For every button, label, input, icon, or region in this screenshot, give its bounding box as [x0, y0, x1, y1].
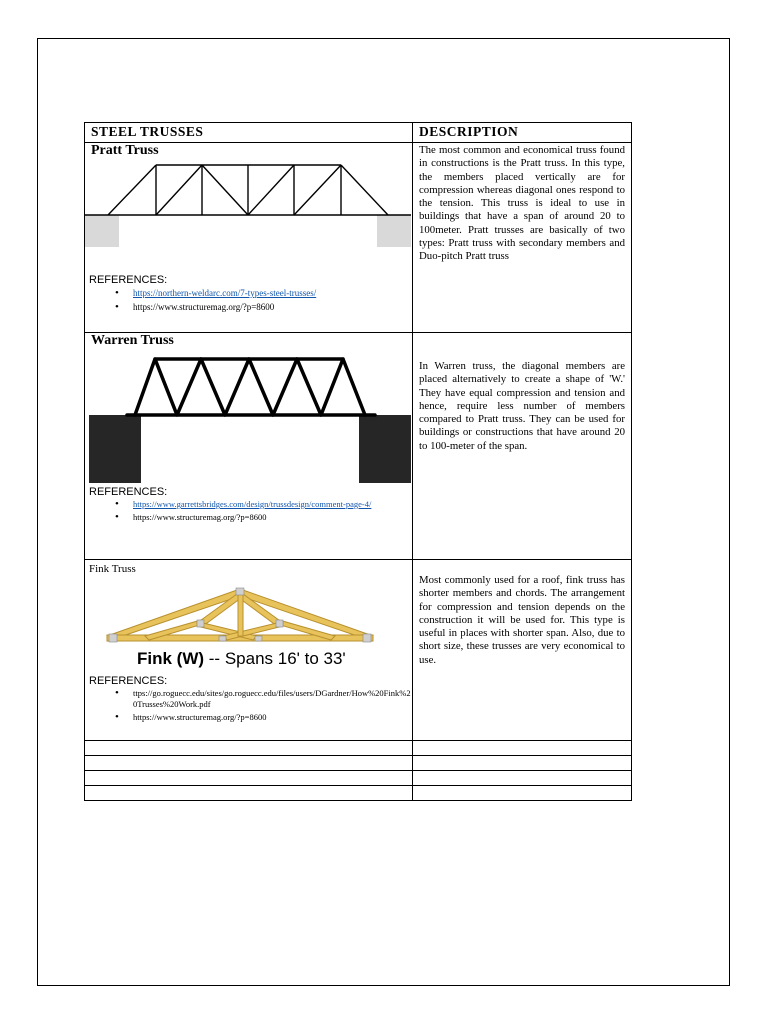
pratt-truss-diagram: [85, 159, 411, 259]
list-item: [133, 512, 412, 523]
table-row: [85, 560, 632, 741]
pratt-title: Pratt Truss: [91, 143, 159, 158]
fink-truss-diagram: [85, 578, 411, 674]
table-row: [85, 143, 632, 333]
warren-members: [127, 359, 375, 415]
fink-cell: [85, 560, 413, 741]
header-row: [85, 123, 632, 143]
list-item: [133, 301, 412, 313]
list-item[interactable]: [133, 287, 412, 299]
pratt-left-support: [85, 215, 119, 247]
pratt-description: The most common and economical truss found in constructions is the Pratt truss. In this type, the members placed vertically are for compression whereas diagonal ones respond to the tension. This truss is ideal to use in buildings that have a span of around 20 to 100meter. Pratt trusses are basically of two types: Pratt truss with secondary members and Duo-pitch Pratt truss: [419, 144, 625, 263]
table-row: [85, 333, 632, 560]
fink-description: Most commonly used for a roof, fink truss has shorter members and chords. The arrangement for compression and tension depends on the construction it will be used for. This type is useful in places with shorter span. Also, due to short size, these trusses are very economical to use.: [419, 574, 625, 666]
fink-caption: [137, 649, 346, 668]
pratt-references: [85, 287, 412, 313]
list-item: [133, 688, 412, 710]
fink-title: Fink Truss: [89, 563, 136, 575]
header-steel-trusses: STEEL TRUSSES: [85, 123, 413, 143]
warren-cell: [85, 333, 413, 560]
reference-link[interactable]: https://northern-weldarc.com/7-types-steel-trusses/: [133, 288, 317, 298]
pratt-right-support: [377, 215, 411, 247]
empty-row: [85, 741, 632, 756]
pratt-references-label: REFERENCES:: [89, 274, 168, 286]
warren-references-label: REFERENCES:: [89, 486, 168, 498]
reference-link[interactable]: https://www.garrettsbridges.com/design/trussdesign/comment-page-4/: [133, 499, 372, 509]
header-description: DESCRIPTION: [413, 123, 632, 143]
list-item: [133, 712, 412, 723]
pratt-cell: [85, 143, 413, 333]
list-item[interactable]: [133, 499, 412, 510]
reference-text: https://www.structuremag.org/?p=8600: [133, 512, 267, 522]
truss-table: [84, 122, 632, 801]
empty-row: [85, 786, 632, 801]
pratt-members: [85, 165, 411, 215]
warren-description-cell: [413, 333, 632, 560]
warren-left-support: [89, 415, 141, 483]
warren-right-support: [359, 415, 411, 483]
fink-caption-bold: Fink (W): [137, 649, 205, 668]
warren-title: Warren Truss: [91, 333, 174, 348]
reference-text: ttps://go.roguecc.edu/sites/go.roguecc.edu/files/users/DGardner/How%20Fink%20Trusses%20Work.pdf: [133, 688, 411, 709]
fink-references-label: REFERENCES:: [89, 675, 168, 687]
fink-caption-rest: -- Spans 16' to 33': [204, 649, 346, 668]
fink-members: [107, 590, 373, 641]
fink-description-cell: [413, 560, 632, 741]
empty-row: [85, 756, 632, 771]
fink-references: [85, 688, 412, 723]
reference-text: https://www.structuremag.org/?p=8600: [133, 712, 267, 722]
warren-truss-diagram: [85, 349, 411, 485]
warren-description: In Warren truss, the diagonal members are placed alternatively to create a shape of 'W.' They have equal compression and tension and hence, require less number of members compared to Pratt truss. They can be used for buildings or constructions that have around 20 to 100-meter of the span.: [419, 360, 625, 452]
warren-references: [85, 499, 412, 523]
reference-text: https://www.structuremag.org/?p=8600: [133, 302, 275, 312]
empty-row: [85, 771, 632, 786]
pratt-description-cell: [413, 143, 632, 333]
